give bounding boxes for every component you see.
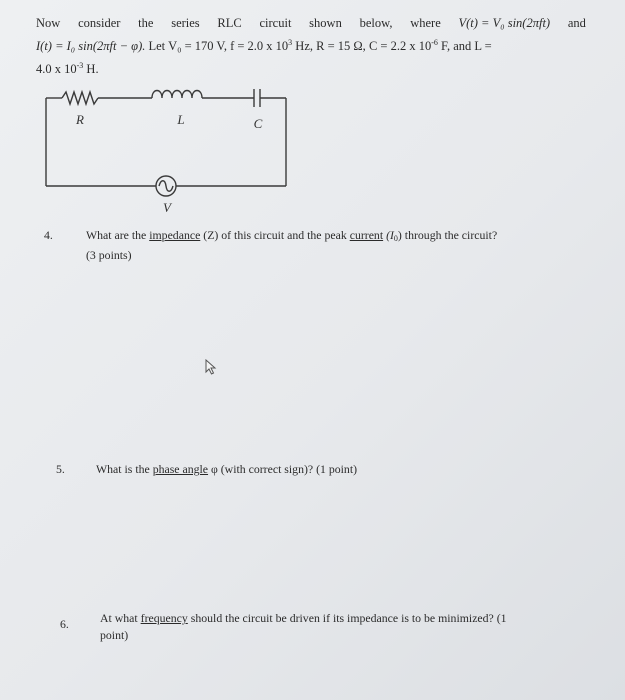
word: and [567,16,586,30]
word: circuit [259,16,292,30]
problem-intro [36,14,586,79]
question-line: (3 points) [86,248,132,262]
question-text [96,461,357,478]
text-span: φ (with correct sign)? (1 point) [211,462,358,476]
phase-angle-link: phase angle [152,462,209,476]
intro-line-2 [36,33,586,56]
word: RLC [217,16,242,30]
ac-sine-icon [159,181,173,192]
l-unit: H. [86,62,99,76]
f-value [230,39,313,53]
capacitor-label: C [253,116,263,131]
r-value: R = 15 Ω, [316,39,366,53]
word: below, [359,16,393,30]
current-equation: I(t) = I₀ sin(2πft − φ). [36,39,146,53]
f-unit: Hz, [295,39,313,53]
question-line [100,610,580,627]
resistor-symbol [62,92,98,104]
question-number: 6. [60,617,69,631]
v0-value: V₀ = 170 V, [168,39,227,53]
c-unit: F, and [441,39,472,53]
subscript: 0 [393,234,398,243]
l-exponent: -3 [76,61,84,70]
intro-line-1 [36,14,586,33]
l-text: 4.0 x 10 [36,62,77,76]
word: Let [148,39,166,53]
text-span: (Z) of this circuit and the peak [203,228,347,242]
intro-line-3 [36,56,586,79]
f-exponent: 3 [288,38,293,47]
frequency-link: frequency [140,611,188,625]
word: series [171,16,200,30]
question-number: 4. [44,228,53,242]
text-span: ) through the circuit? [397,228,498,242]
inductor-label: L [177,112,185,127]
question-line [86,227,586,247]
l-value [36,62,99,76]
question-text [100,610,580,644]
word: the [138,16,154,30]
voltage-equation: V(t) = V₀ sin(2πft) [458,16,551,30]
word: where [410,16,441,30]
text-span: At what [100,611,138,625]
word: consider [78,16,121,30]
word: shown [309,16,342,30]
peak-current-symbol [386,228,497,242]
text-span: should the circuit be driven if its impedance is to be minimized? (1 [190,611,507,625]
text-span: What is the [96,462,150,476]
question-line: point) [100,628,129,642]
word: Now [36,16,61,30]
inductor-symbol [152,91,202,99]
mouse-cursor-icon [205,359,217,375]
l-lead: L = [474,39,492,53]
source-label: V [163,200,171,215]
question-text [86,227,586,264]
question-number: 5. [56,462,65,476]
f-text: f = 2.0 x 10 [230,39,289,53]
c-text: C = 2.2 x 10 [368,39,432,53]
c-value [369,39,471,53]
text-span: What are the [86,228,147,242]
text-span: (I [386,228,394,242]
rlc-circuit-diagram [36,86,296,216]
impedance-link: impedance [149,228,201,242]
c-exponent: -6 [431,38,438,47]
resistor-label: R [76,112,84,127]
current-link: current [349,228,384,242]
